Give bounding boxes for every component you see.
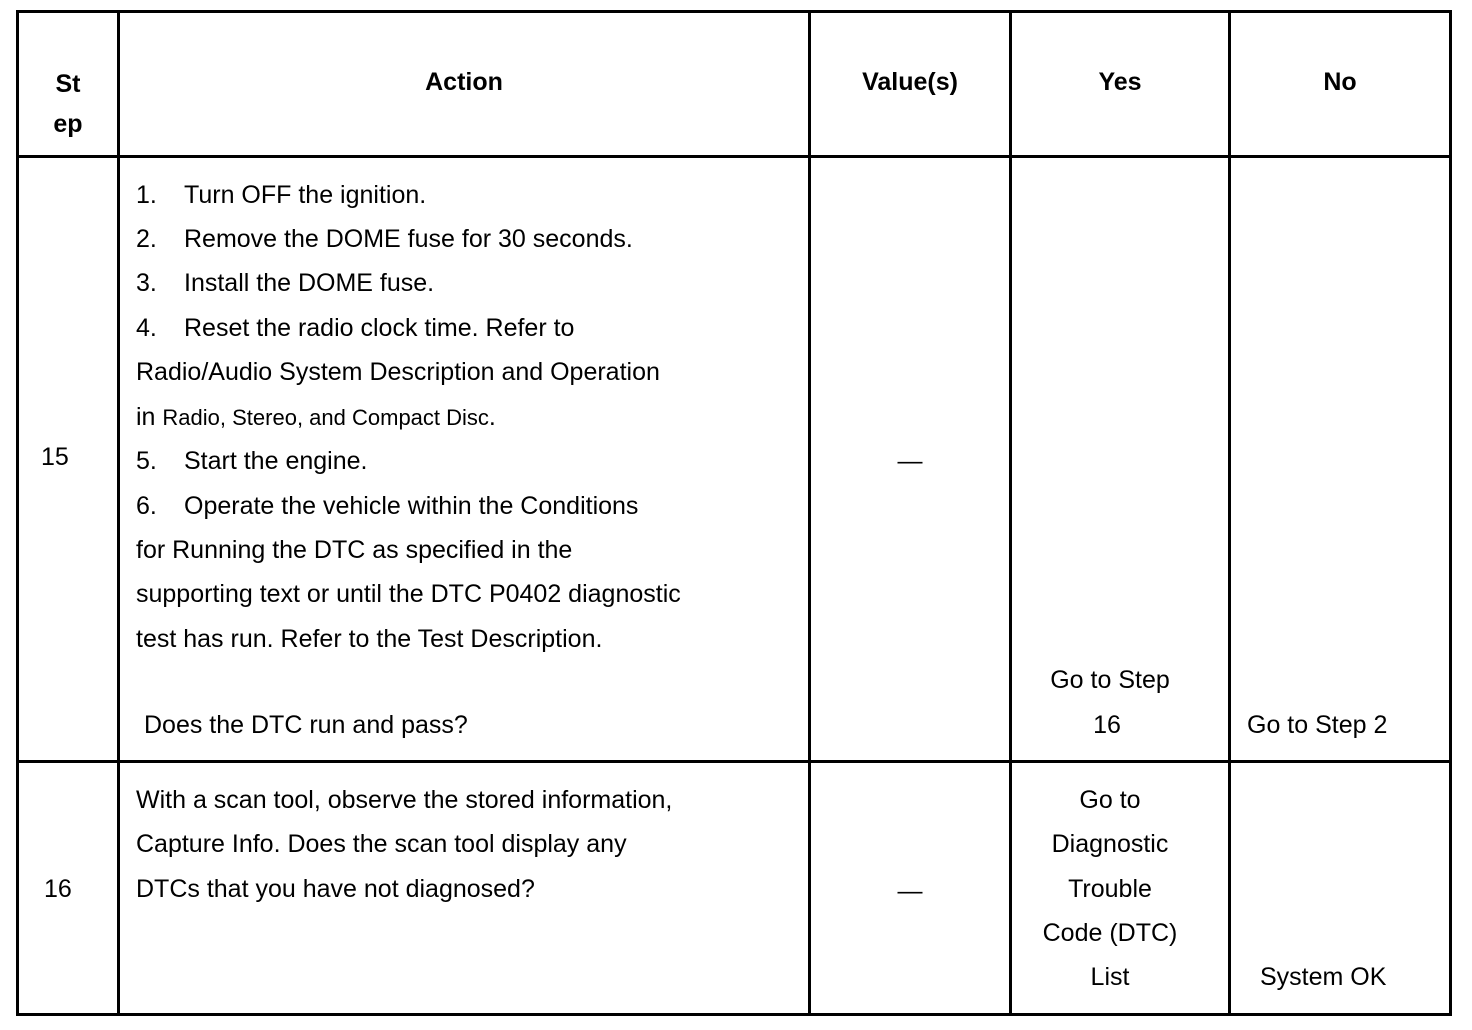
yes-15-line1: Go to Step [1050,666,1170,694]
action-item-4-continued: Radio/Audio System Description and Operation [136,358,660,386]
yes-16-line4: Code (DTC) [1042,919,1178,947]
header-values: Value(s) [862,68,958,96]
header-step-line2: ep [53,110,83,138]
action-item-4-reference-line [136,395,496,440]
action-item-2-num: 2. [136,225,157,253]
header-action: Action [425,68,503,96]
action-question-15: Does the DTC run and pass? [144,711,468,739]
no-15: Go to Step 2 [1247,711,1388,739]
table-border-top [16,10,1452,13]
diagnostic-table [16,10,1452,1016]
action-16-line2: Capture Info. Does the scan tool display any [136,830,627,858]
column-divider-step [117,10,120,1016]
action-item-6 [136,484,638,528]
value-15: — [897,447,923,475]
value-16: — [897,877,923,905]
reference-link-radio-stereo: Radio, Stereo, and Compact Disc [162,405,489,430]
action-item-6-text: Operate the vehicle within the Conditions [184,492,639,520]
header-step-line1: St [55,70,81,98]
header-no: No [1323,68,1357,96]
reference-suffix: . [488,403,496,431]
action-item-5-text: Start the engine. [184,447,368,475]
header-divider [16,155,1452,158]
action-item-4 [136,306,574,350]
action-item-3-num: 3. [136,269,157,297]
action-item-4-text: Reset the radio clock time. Refer to [184,314,575,342]
action-item-6-continued-1: for Running the DTC as specified in the [136,536,573,564]
action-item-3 [136,261,434,305]
yes-16-line2: Diagnostic [1051,830,1169,858]
header-yes: Yes [1098,68,1142,96]
action-item-5 [136,439,367,483]
step-number-15: 15 [41,443,69,471]
reference-prefix: in [136,403,156,431]
action-item-1 [136,173,426,217]
yes-16-line1: Go to [1079,786,1141,814]
action-item-4-num: 4. [136,314,157,342]
action-item-5-num: 5. [136,447,157,475]
yes-15-line2: 16 [1093,711,1121,739]
action-item-1-text: Turn OFF the ignition. [184,181,427,209]
column-divider-yes [1228,10,1231,1016]
action-item-2 [136,217,633,261]
table-border-left [16,10,19,1016]
no-16: System OK [1260,963,1387,991]
action-item-6-continued-2: supporting text or until the DTC P0402 diagnostic [136,580,681,608]
yes-16-line3: Trouble [1068,875,1152,903]
action-16-line1: With a scan tool, observe the stored information, [136,786,673,814]
yes-16-line5: List [1090,963,1130,991]
action-16-line3: DTCs that you have not diagnosed? [136,875,535,903]
column-divider-action [808,10,811,1016]
action-item-3-text: Install the DOME fuse. [184,269,435,297]
table-border-bottom [16,1013,1452,1016]
action-item-6-num: 6. [136,492,157,520]
action-item-6-continued-3: test has run. Refer to the Test Description. [136,625,603,653]
table-border-right [1449,10,1452,1016]
action-item-2-text: Remove the DOME fuse for 30 seconds. [184,225,633,253]
header-step [19,64,117,144]
row-divider [16,760,1452,763]
step-number-16: 16 [44,875,72,903]
action-item-1-num: 1. [136,181,157,209]
